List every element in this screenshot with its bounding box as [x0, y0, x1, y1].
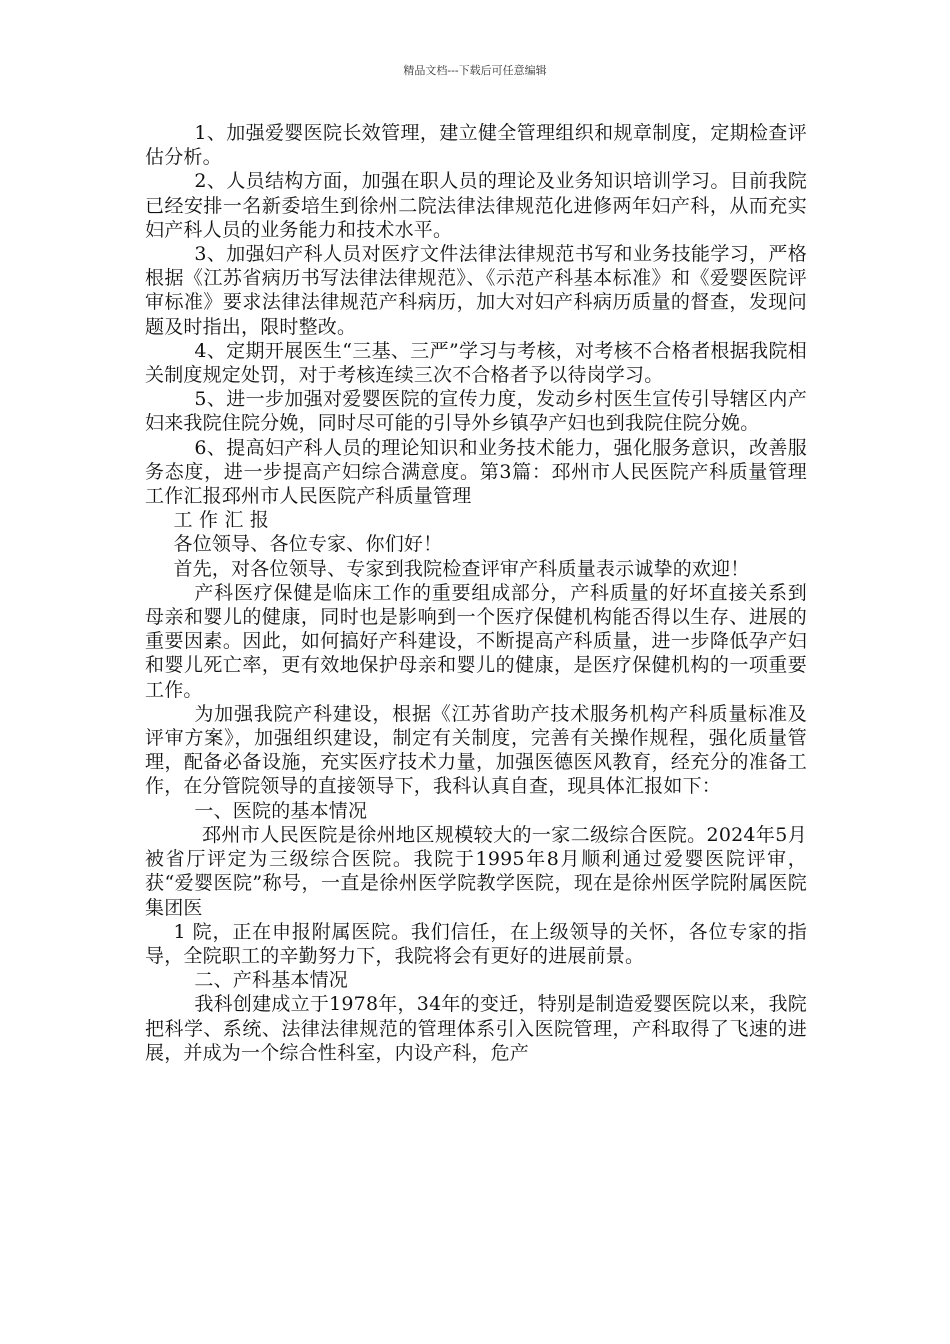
- paragraph-item-2: 2、人员结构方面，加强在职人员的理论及业务知识培训学习。目前我院已经安排一名新委培生到徐州二院法律法律规范化进修两年妇产科，从而充实妇产科人员的业务能力和技术水平。: [145, 170, 807, 241]
- preparation-paragraph: 为加强我院产科建设，根据《江苏省助产技术服务机构产科质量标准及评审方案》，加强组织建设，制定有关制度，完善有关操作规程，强化质量管理，配备必备设施，充实医疗技术力量，加强医德医风教育，经充分的准备工作，在分管院领导的直接领导下，我科认真自查，现具体汇报如下：: [145, 702, 807, 798]
- page-header: 精品文档---下载后可任意编辑: [403, 64, 547, 77]
- document-body: [145, 121, 807, 1065]
- welcome-paragraph: 首先，对各位领导、专家到我院检查评审产科质量表示诚挚的欢迎！: [173, 557, 750, 580]
- section-heading-department: 二、产科基本情况: [194, 969, 348, 992]
- paragraph-item-5: 5、进一步加强对爱婴医院的宣传力度，发动乡村医生宣传引导辖区内产妇来我院住院分娩，同时尽可能的引导外乡镇孕产妇也到我院住院分娩。: [145, 388, 807, 435]
- report-title: 工 作 汇 报: [173, 509, 270, 532]
- paragraph-item-1: 1、加强爱婴医院长效管理，建立健全管理组织和规章制度，定期检查评估分析。: [145, 122, 807, 169]
- paragraph-item-3: 3、加强妇产科人员对医疗文件法律法律规范书写和业务技能学习，严格根据《江苏省病历书写法律法律规范》、《示范产科基本标准》和《爱婴医院评审标准》要求法律法律规范产科病历，加大对妇产科病历质量的督查，发现问题及时指出，限时整改。: [145, 243, 807, 338]
- paragraph-item-4: 4、定期开展医生“三基、三严”学习与考核，对考核不合格者根据我院相关制度规定处罚，对于考核连续三次不合格者予以待岗学习。: [145, 339, 807, 387]
- department-paragraph: 我科创建成立于1978年，34年的变迁，特别是制造爱婴医院以来，我院把科学、系统、法律法律规范的管理体系引入医院管理，产科取得了飞速的进展，并成为一个综合性科室，内设产科，危产: [145, 993, 807, 1064]
- intro-paragraph: 产科医疗保健是临床工作的重要组成部分，产科质量的好坏直接关系到母亲和婴儿的健康，同时也是影响到一个医疗保健机构能否得以生存、进展的重要因素。因此，如何搞好产科建设，不断提高产科质量，进一步降低孕产妇和婴儿死亡率，更有效地保护母亲和婴儿的健康，是医疗保健机构的一项重要工作。: [145, 581, 807, 701]
- hospital-paragraph-continued: 1 院，正在申报附属医院。我们信任，在上级领导的关怀，各位专家的指导，全院职工的辛勤努力下，我院将会有更好的进展前景。: [145, 920, 807, 967]
- hospital-paragraph: 邳州市人民医院是徐州地区规模较大的一家二级综合医院。2024年5月被省厅评定为三级综合医院。我院于1995年8月顺利通过爱婴医院评审，获“爱婴医院”称号，一直是徐州医学院教学医院，现在是徐州医学院附属医院集团医: [145, 823, 807, 919]
- paragraph-item-6: 6、提高妇产科人员的理论知识和业务技术能力，强化服务意识，改善服务态度，进一步提高产妇综合满意度。第3篇：邳州市人民医院产科质量管理工作汇报邳州市人民医院产科质量管理: [145, 436, 807, 508]
- section-heading-hospital: 一、医院的基本情况: [194, 799, 368, 822]
- greeting: 各位领导、各位专家、你们好！: [173, 533, 443, 556]
